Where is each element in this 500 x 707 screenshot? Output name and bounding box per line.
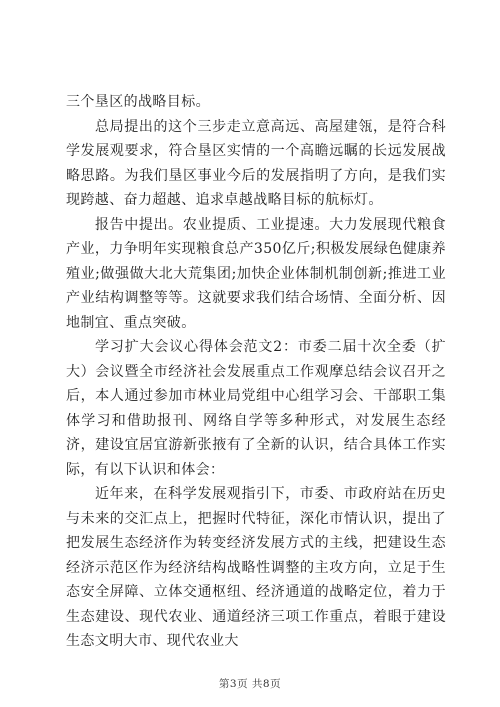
- paragraph-1: 三个垦区的战略目标。: [66, 94, 210, 110]
- document-body: [66, 90, 446, 654]
- paragraph-4: 学习扩大会议心得体会范文2：市委二届十次全委（扩大）会议暨全市经济社会发展重点工作观摩总结会议召开之后，本人通过参加市林业局党组中心组学习会、干部职工集体学习和借助报刊、网络自学等多种形式，对发展生态经济，建设宜居宜游新张掖有了全新的认识，结合具体工作实际，有以下认识和体会：: [66, 339, 446, 478]
- paragraph-5: 近年来，在科学发展观指引下，市委、市政府站在历史与未来的交汇点上，把握时代特征，深化市情认识，提出了把发展生态经济作为转变经济发展方式的主线，把建设生态经济示范区作为经济结构战略性调整的主攻方向，立足于生态安全屏障、立体交通枢纽、经济通道的战略定位，着力于生态建设、现代农业、通道经济三项工作重点，着眼于建设生态文明大市、现代农业大: [66, 486, 446, 649]
- page-number-footer: 第3页 共8页: [218, 678, 282, 690]
- paragraph-3: 报告中提出。农业提质、工业提速。大力发展现代粮食产业，力争明年实现粮食总产350亿斤;积极发展绿色健康养殖业;做强做大北大荒集团;加快企业体制机制创新;推进工业产业结构调整等等。这就要求我们结合场情、全面分析、因地制宜、重点突破。: [66, 216, 446, 331]
- paragraph-2: 总局提出的这个三步走立意高远、高屋建瓴，是符合科学发展观要求，符合垦区实情的一个高瞻远瞩的长远发展战略思路。为我们垦区事业今后的发展指明了方向，是我们实现跨越、奋力超越、追求卓越战略目标的航标灯。: [66, 118, 446, 208]
